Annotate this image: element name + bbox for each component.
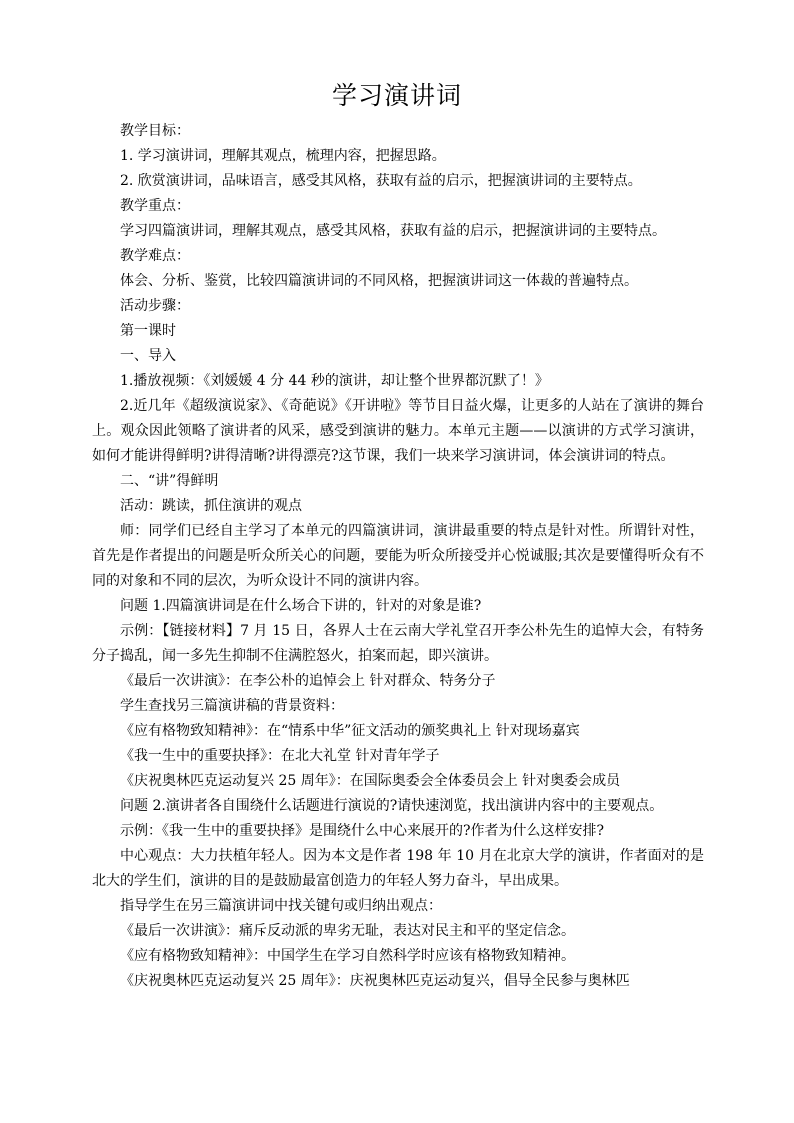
- document-body: [92, 119, 704, 994]
- paragraph: 第一课时: [120, 323, 176, 339]
- paragraph: 学习四篇演讲词，理解其观点，感受其风格，获取有益的启示，把握演讲词的主要特点。: [120, 223, 666, 239]
- paragraph: 《庆祝奥林匹克运动复兴 25 周年》：在国际奥委会全体委员会上 针对奥委会成员: [120, 773, 621, 789]
- document-title: 学习演讲词: [331, 81, 462, 110]
- paragraph: 1.播放视频：《刘媛媛 4 分 44 秒的演讲，却让整个世界都沉默了！》: [120, 373, 549, 389]
- paragraph: 中心观点：大力扶植年轻人。因为本文是作者 198 年 10 月在北京大学的演讲，作者面对的是北大的学生们，演讲的目的是鼓励最富创造力的年轻人努力奋斗，早出成果。: [92, 848, 704, 889]
- paragraph: 1. 学习演讲词，理解其观点，梳理内容，把握思路。: [120, 148, 446, 164]
- paragraph: 学生查找另三篇演讲稿的背景资料：: [120, 698, 344, 714]
- paragraph: 教学目标：: [120, 123, 190, 139]
- paragraph: 活动：跳读，抓住演讲的观点: [120, 498, 302, 514]
- paragraph: 教学重点：: [120, 198, 190, 214]
- paragraph: 《庆祝奥林匹克运动复兴 25 周年》：庆祝奥林匹克运动复兴，倡导全民参与奥林匹: [120, 973, 630, 989]
- paragraph: 示例：【链接材料】7 月 15 日，各界人士在云南大学礼堂召开李公朴先生的追悼大会，有特务分子捣乱，闻一多先生抑制不住满腔怒火，拍案而起，即兴演讲。: [92, 623, 704, 664]
- paragraph: 2.近几年《超级演说家》、《奇葩说》《开讲啦》等节目日益火爆，让更多的人站在了演讲的舞台上。观众因此领略了演讲者的风采，感受到演讲的魅力。本单元主题——以演讲的方式学习演讲，如何才能讲得鲜明?讲得清晰?讲得漂亮?这节课，我们一块来学习演讲词，体会演讲词的特点。: [92, 398, 704, 464]
- paragraph: 体会、分析、鉴赏，比较四篇演讲词的不同风格，把握演讲词这一体裁的普遍特点。: [120, 273, 638, 289]
- paragraph: 《最后一次讲演》：痛斥反动派的卑劣无耻，表达对民主和平的坚定信念。: [120, 923, 575, 939]
- paragraph: 指导学生在另三篇演讲词中找关键句或归纳出观点：: [120, 898, 442, 914]
- paragraph: 《最后一次讲演》：在李公朴的追悼会上 针对群众、特务分子: [120, 673, 496, 689]
- paragraph: 二、“讲”得鲜明: [120, 473, 219, 489]
- paragraph: 师：同学们已经自主学习了本单元的四篇演讲词，演讲最重要的特点是针对性。所谓针对性，首先是作者提出的问题是听众所关心的问题，要能为听众所接受并心悦诚服;其次是要懂得听众有不同的对象和不同的层次，为听众设计不同的演讲内容。: [92, 523, 704, 589]
- paragraph: 活动步骤：: [120, 298, 190, 314]
- paragraph: 2. 欣赏演讲词，品味语言，感受其风格，获取有益的启示，把握演讲词的主要特点。: [120, 173, 642, 189]
- paragraph: 问题 1.四篇演讲词是在什么场合下讲的，针对的对象是谁?: [120, 598, 482, 614]
- paragraph: 问题 2.演讲者各自围绕什么话题进行演说的?请快速浏览，找出演讲内容中的主要观点。: [120, 798, 664, 814]
- paragraph: 教学难点：: [120, 248, 190, 264]
- paragraph: 示例：《我一生中的重要抉择》是围绕什么中心来展开的?作者为什么这样安排?: [120, 823, 605, 839]
- paragraph: 《应有格物致知精神》：在“情系中华”征文活动的颁奖典礼上 针对现场嘉宾: [120, 723, 580, 739]
- paragraph: 一、导入: [120, 348, 176, 364]
- paragraph: 《应有格物致知精神》：中国学生在学习自然科学时应该有格物致知精神。: [120, 948, 575, 964]
- paragraph: 《我一生中的重要抉择》：在北大礼堂 针对青年学子: [120, 748, 440, 764]
